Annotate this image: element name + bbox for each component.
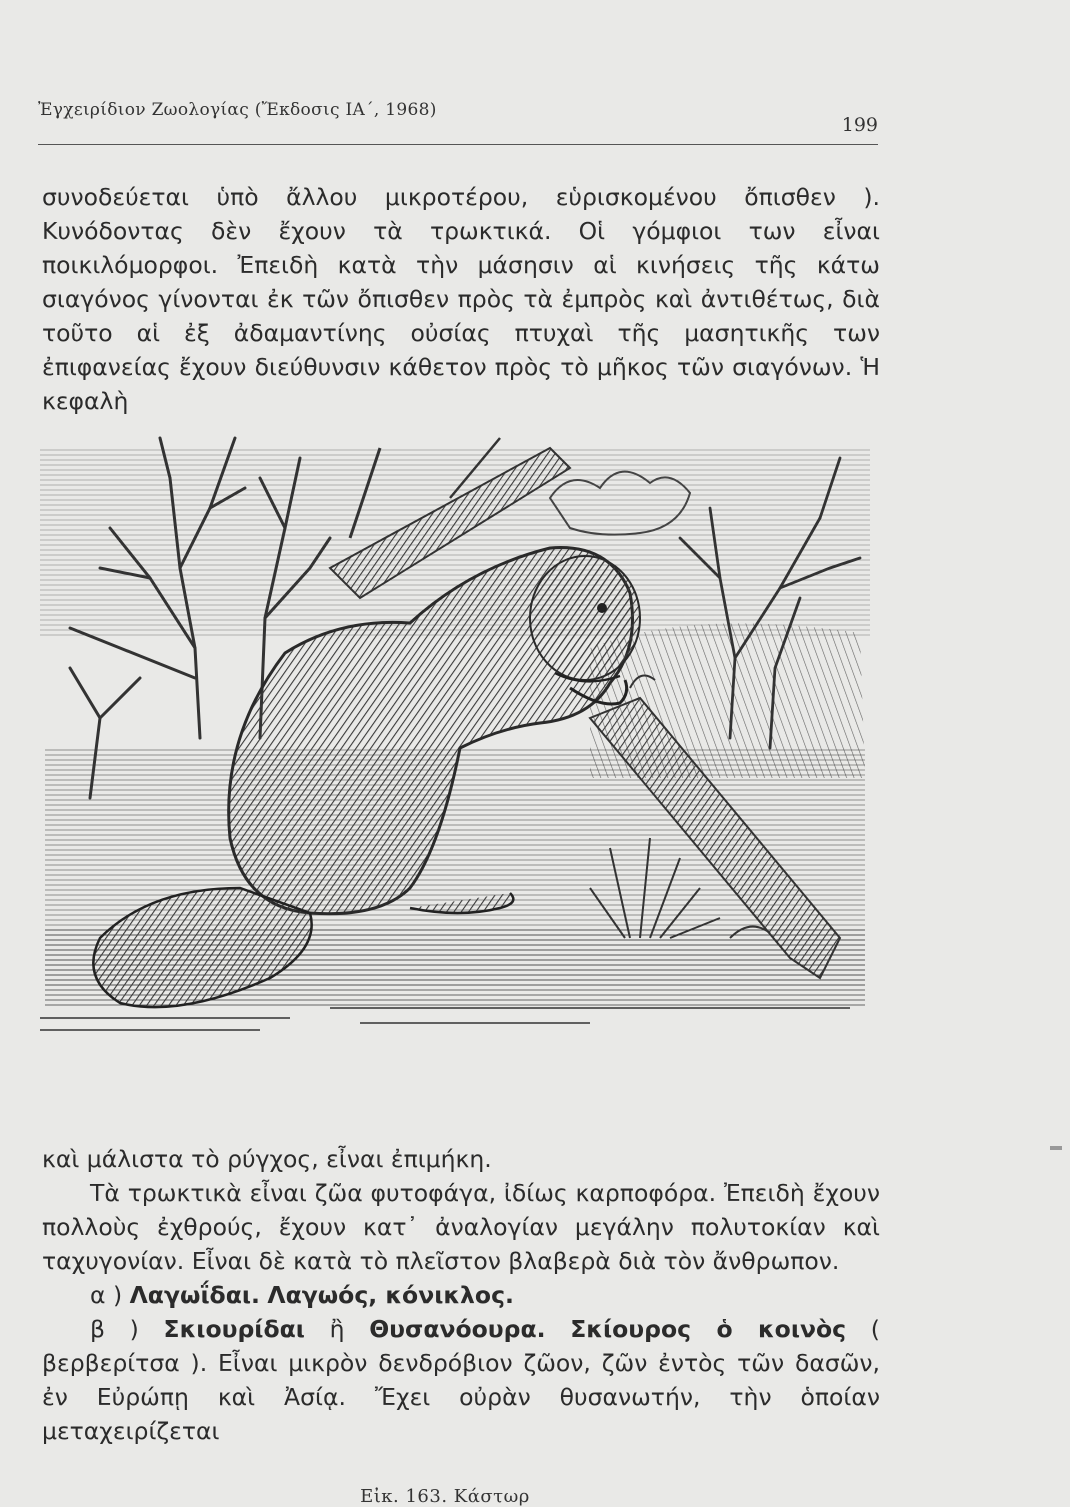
item-b-connector: ἢ — [329, 1315, 345, 1343]
continuation-line: καὶ μάλιστα τὸ ρύγχος, εἶναι ἐπιμήκη. — [42, 1145, 492, 1173]
item-b-text: ( βερβερίτσα ). Εἶναι μικρὸν δενδρόβιον ζῶον, ζῶν ἐντὸς τῶν δασῶν, ἐν Εὐρώπῃ καὶ Ἀσίᾳ. Ἔχει οὐρὰν θυσανωτήν, τὴν ὁποίαν μεταχειρίζεται — [42, 1315, 880, 1445]
item-a-marker: α ) — [90, 1281, 123, 1309]
item-a-family: Λαγωΐδαι. — [129, 1281, 260, 1309]
page-number: 199 — [841, 114, 878, 136]
scan-speck — [1050, 1146, 1062, 1150]
running-title: Ἐγχειρίδιον Ζωολογίας (Ἔκδοσις ΙΑ΄, 1968) — [38, 100, 437, 120]
item-b-family: Σκιουρίδαι — [163, 1315, 305, 1343]
top-paragraph: συνοδεύεται ὑπὸ ἄλλου μικροτέρου, εὑρισκομένου ὄπισθεν ). Κυνόδοντας δὲν ἔχουν τὰ τρωκτικά. Οἱ γόμφιοι των εἶναι ποικιλόμορφοι. Ἐπειδὴ κατὰ τὴν μάσησιν αἱ κινήσεις τῆς κάτω σιαγόνος γίνονται ἐκ τῶν ὄπισθεν πρὸς τὰ ἐμπρὸς καὶ ἀντιθέτως, διὰ τοῦτο αἱ ἐξ ἀδαμαντίνης οὐσίας πτυχαὶ τῆς μασητικῆς των ἐπιφανείας ἔχουν διεύθυνσιν κάθετον πρὸς τὸ μῆκος τῶν σιαγόνων. Ἡ κεφαλὴ — [42, 183, 880, 415]
item-b-alt-name: Θυσανόουρα. — [369, 1315, 546, 1343]
top-text-block — [42, 180, 880, 418]
item-a-leporids — [90, 1278, 880, 1312]
running-header — [38, 96, 878, 145]
item-b-squirrels — [42, 1312, 880, 1448]
item-b-species: Σκίουρος ὁ κοινὸς — [570, 1315, 847, 1343]
bottom-text-block — [42, 1142, 880, 1448]
figure-caption: Εἰκ. 163. Κάστωρ — [360, 1486, 530, 1507]
item-b-marker: β ) — [90, 1315, 139, 1343]
beaver-engraving — [30, 418, 880, 1058]
item-a-examples: Λαγωός, κόνικλος. — [267, 1281, 514, 1309]
paragraph-herbivores: Τὰ τρωκτικὰ εἶναι ζῶα φυτοφάγα, ἰδίως καρποφόρα. Ἐπειδὴ ἔχουν πολλοὺς ἐχθρούς, ἔχουν κατ᾽ ἀναλογίαν μεγάλην πολυτοκίαν καὶ ταχυγονίαν. Εἶναι δὲ κατὰ τὸ πλεῖστον βλαβερὰ διὰ τὸν ἄνθρωπον. — [42, 1179, 880, 1275]
